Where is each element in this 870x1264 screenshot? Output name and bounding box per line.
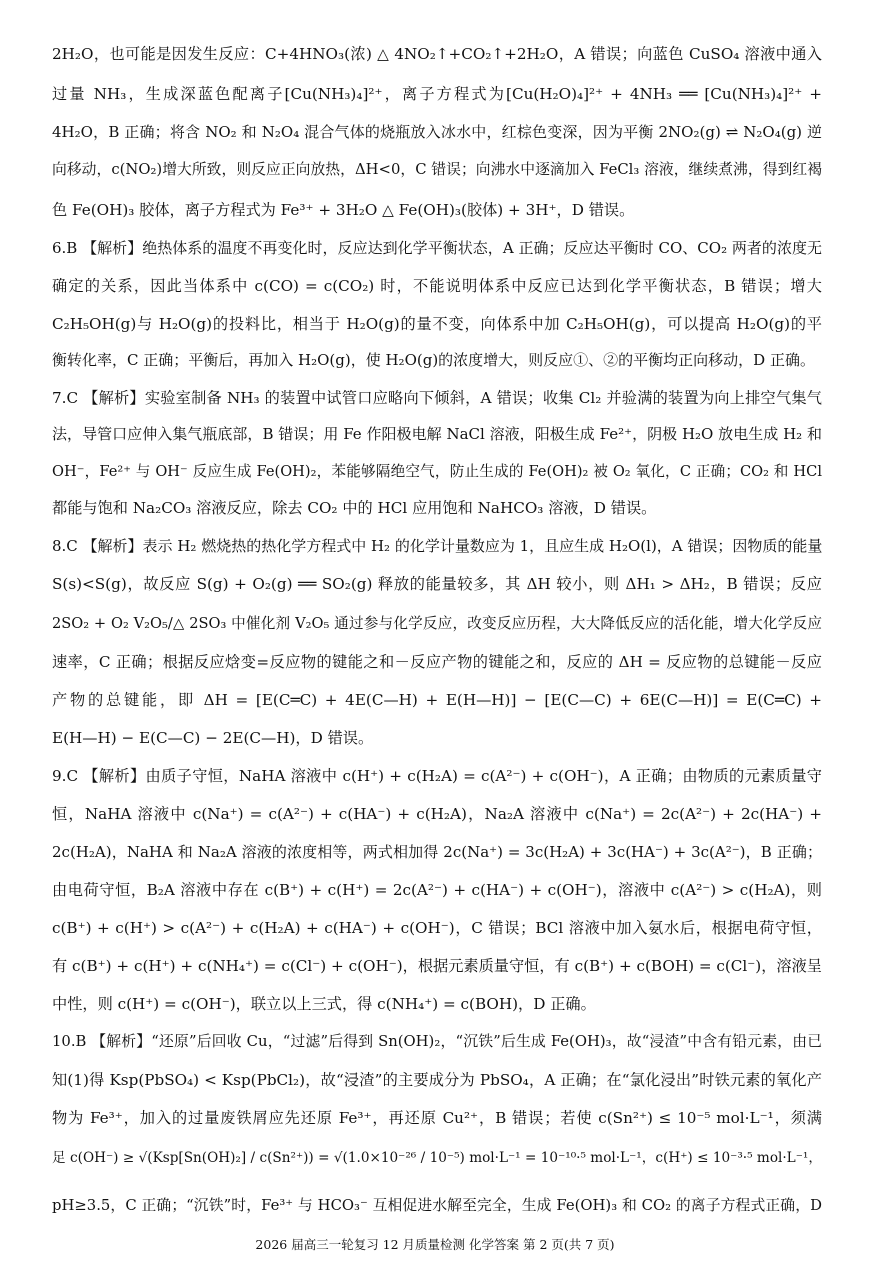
text-line: S(s)<S(g)，故反应 S(g) + O₂(g) ══ SO₂(g) 释放的能量较多，其 ΔH 较小，则 ΔH₁ > ΔH₂，B 错误；反应 bbox=[52, 575, 822, 593]
text-line: 法，导管口应伸入集气瓶底部，B 错误；用 Fe 作阳极电解 NaCl 溶液，阳极生成 Fe²⁺，阴极 H₂O 放电生成 H₂ 和 bbox=[52, 425, 822, 443]
text-line: c(B⁺) + c(H⁺) > c(A²⁻) + c(H₂A) + c(HA⁻) + c(OH⁻)，C 错误；BCl 溶液中加入氨水后，根据电荷守恒， bbox=[52, 919, 822, 937]
text-line: 衡转化率，C 正确；平衡后，再加入 H₂O(g)，使 H₂O(g)的浓度增大，则反应①、②的平衡均正向移动，D 正确。 bbox=[52, 351, 815, 369]
text-line: 2SO₂ + O₂ V₂O₅/△ 2SO₃ 中催化剂 V₂O₅ 通过参与化学反应，改变反应历程，大大降低反应的活化能，增大化学反应 bbox=[52, 615, 822, 632]
text-line: 知(1)得 Ksp(PbSO₄) < Ksp(PbCl₂)，故“浸渣”的主要成分为 PbSO₄，A 正确；在“氯化浸出”时铁元素的氧化产 bbox=[52, 1071, 822, 1089]
text-line: 8.C 【解析】表示 H₂ 燃烧热的热化学方程式中 H₂ 的化学计量数应为 1，且应生成 H₂O(l)，A 错误；因物质的能量 bbox=[52, 537, 823, 555]
text-line: pH≥3.5，C 正确；“沉铁”时，Fe³⁺ 与 HCO₃⁻ 互相促进水解至完全，生成 Fe(OH)₃ 和 CO₂ 的离子方程式正确，D bbox=[52, 1197, 822, 1214]
text-line: C₂H₅OH(g)与 H₂O(g)的投料比，相当于 H₂O(g)的量不变，向体系中加 C₂H₅OH(g)，可以提高 H₂O(g)的平 bbox=[52, 315, 822, 333]
text-line: 7.C 【解析】实验室制备 NH₃ 的装置中试管口应略向下倾斜，A 错误；收集 Cl₂ 并验满的装置为向上排空气集气 bbox=[52, 389, 822, 407]
text-line: 速率，C 正确；根据反应焓变=反应物的键能之和－反应产物的键能之和，反应的 ΔH = 反应物的总键能－反应 bbox=[52, 653, 822, 671]
text-line: 确定的关系，因此当体系中 c(CO) = c(CO₂) 时，不能说明体系中反应已达到化学平衡状态，B 错误；增大 bbox=[52, 277, 822, 295]
text-line: 向移动，c(NO₂)增大所致，则反应正向放热，ΔH<0，C 错误；向沸水中逐滴加入 FeCl₃ 溶液，继续煮沸，得到红褐 bbox=[52, 161, 822, 178]
text-line: 色 Fe(OH)₃ 胶体，离子方程式为 Fe³⁺ + 3H₂O △ Fe(OH)₃(胶体) + 3H⁺，D 错误。 bbox=[52, 201, 635, 219]
text-line: 都能与饱和 Na₂CO₃ 溶液反应，除去 CO₂ 中的 HCl 应用饱和 NaHCO₃ 溶液，D 错误。 bbox=[52, 499, 657, 517]
text-line: 产物的总键能，即 ΔH = [E(C═C) + 4E(C—H) + E(H—H)] − [E(C—C) + 6E(C—H)] = E(C═C) + bbox=[52, 691, 822, 709]
text-line: 10.B 【解析】“还原”后回收 Cu，“过滤”后得到 Sn(OH)₂，“沉铁”后生成 Fe(OH)₃，故“浸渣”中含有铅元素，由已 bbox=[52, 1033, 822, 1050]
text-line: 4H₂O，B 正确；将含 NO₂ 和 N₂O₄ 混合气体的烧瓶放入冰水中，红棕色变深，因为平衡 2NO₂(g) ⇌ N₂O₄(g) 逆 bbox=[52, 123, 822, 141]
text-line: 物为 Fe³⁺，加入的过量废铁屑应先还原 Fe³⁺，再还原 Cu²⁺，B 错误；若使 c(Sn²⁺) ≤ 10⁻⁵ mol·L⁻¹，须满 bbox=[52, 1109, 822, 1127]
text-line: E(H—H) − E(C—C) − 2E(C—H)，D 错误。 bbox=[52, 729, 374, 747]
text-line: 9.C 【解析】由质子守恒，NaHA 溶液中 c(H⁺) + c(H₂A) = c(A²⁻) + c(OH⁻)，A 正确；由物质的元素质量守 bbox=[52, 767, 822, 785]
text-line: 2H₂O，也可能是因发生反应：C+4HNO₃(浓) △ 4NO₂↑+CO₂↑+2H₂O，A 错误；向蓝色 CuSO₄ 溶液中通入 bbox=[52, 45, 822, 63]
text-line: 过量 NH₃，生成深蓝色配离子[Cu(NH₃)₄]²⁺，离子方程式为[Cu(H₂O)₄]²⁺ + 4NH₃ ══ [Cu(NH₃)₄]²⁺ + bbox=[52, 85, 822, 103]
text-line: 中性，则 c(H⁺) = c(OH⁻)，联立以上三式，得 c(NH₄⁺) = c(BOH)，D 正确。 bbox=[52, 995, 596, 1013]
text-line: OH⁻，Fe²⁺ 与 OH⁻ 反应生成 Fe(OH)₂，苯能够隔绝空气，防止生成的 Fe(OH)₂ 被 O₂ 氧化，C 正确；CO₂ 和 HCl bbox=[52, 463, 822, 480]
text-line: 恒，NaHA 溶液中 c(Na⁺) = c(A²⁻) + c(HA⁻) + c(H₂A)，Na₂A 溶液中 c(Na⁺) = 2c(A²⁻) + 2c(HA⁻) + bbox=[52, 805, 822, 823]
page-footer: 2026 届高三一轮复习 12 月质量检测 化学答案 第 2 页(共 7 页) bbox=[255, 1237, 615, 1252]
text-line: 2c(H₂A)，NaHA 和 Na₂A 溶液的浓度相等，两式相加得 2c(Na⁺) = 3c(H₂A) + 3c(HA⁻) + 3c(A²⁻)，B 正确； bbox=[52, 843, 822, 861]
text-line: 由电荷守恒，B₂A 溶液中存在 c(B⁺) + c(H⁺) = 2c(A²⁻) + c(HA⁻) + c(OH⁻)，溶液中 c(A²⁻) > c(H₂A)，则 bbox=[52, 881, 822, 899]
text-line: 有 c(B⁺) + c(H⁺) + c(NH₄⁺) = c(Cl⁻) + c(OH⁻)，根据元素质量守恒，有 c(B⁺) + c(BOH) = c(Cl⁻)，溶液呈 bbox=[52, 957, 822, 975]
text-line: 6.B 【解析】绝热体系的温度不再变化时，反应达到化学平衡状态，A 正确；反应达平衡时 CO、CO₂ 两者的浓度无 bbox=[52, 239, 822, 257]
text-line: 足 c(OH⁻) ≥ √(Ksp[Sn(OH)₂] / c(Sn²⁺)) = √(1.0×10⁻²⁶ / 10⁻⁵) mol·L⁻¹ = 10⁻¹⁰·⁵ mol·L⁻¹，c(H⁺) ≤ 10⁻³·⁵ mol·L⁻¹， bbox=[52, 1150, 822, 1166]
